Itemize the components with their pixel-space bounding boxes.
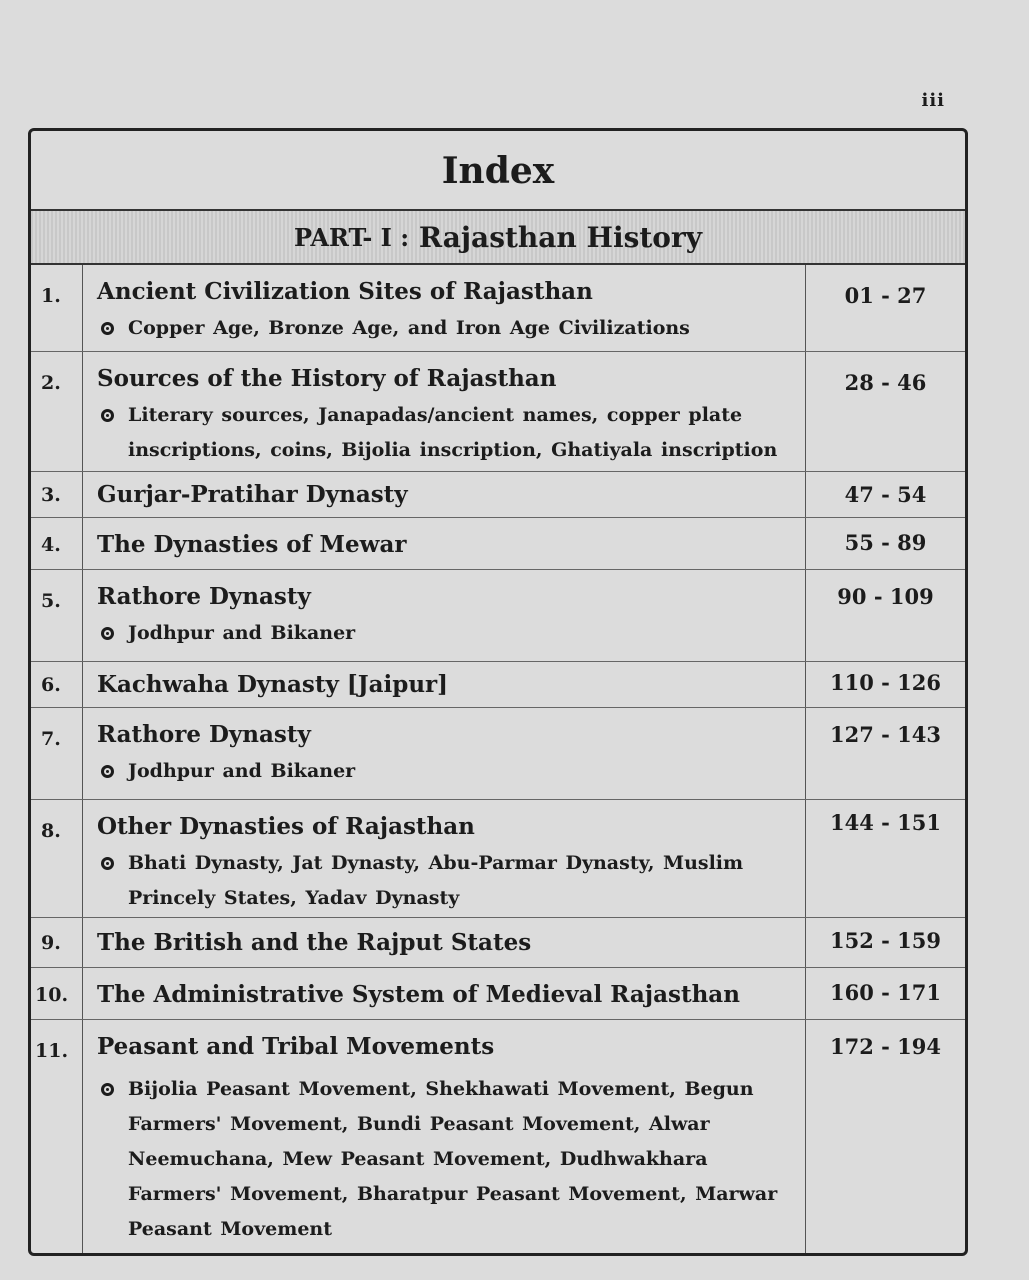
- row-topic: The Administrative System of Medieval Rajasthan: [97, 981, 740, 1008]
- row-number: 8.: [31, 800, 83, 917]
- row-subtopics: [97, 846, 795, 916]
- row-pages: 160 - 171: [805, 968, 965, 1019]
- row-topic: Kachwaha Dynasty [Jaipur]: [97, 671, 449, 698]
- row-subtopics: [97, 311, 795, 346]
- row-subtopics: [97, 1072, 795, 1247]
- table-row: [31, 968, 965, 1020]
- row-subtopics: [97, 754, 795, 789]
- row-topic: Sources of the History of Rajasthan: [97, 365, 557, 392]
- row-subtopic-text: Bijolia Peasant Movement, Shekhawati Movement, Begun Farmers' Movement, Bundi Peasant Movement, Alwar Neemuchana, Mew Peasant Movement, Dudhwakhara Farmers' Movement, Bharatpur Peasant Movement, Marwar Peasant Movement: [128, 1078, 778, 1240]
- row-topic: Ancient Civilization Sites of Rajasthan: [97, 278, 593, 305]
- row-topic: Rathore Dynasty: [97, 583, 311, 610]
- table-row: [31, 352, 965, 472]
- row-content: [83, 570, 805, 661]
- row-content: [83, 1020, 805, 1256]
- row-number: 9.: [31, 918, 83, 967]
- row-number: 2.: [31, 352, 83, 471]
- table-row: [31, 1020, 965, 1256]
- row-content: [83, 800, 805, 917]
- row-number: 6.: [31, 662, 83, 707]
- table-row: [31, 800, 965, 918]
- index-table: [28, 128, 968, 1256]
- row-number: 11.: [31, 1020, 83, 1256]
- row-topic: Other Dynasties of Rajasthan: [97, 813, 475, 840]
- row-pages: 144 - 151: [805, 800, 965, 917]
- row-number: 5.: [31, 570, 83, 661]
- row-content: [83, 918, 805, 967]
- row-topic: The British and the Rajput States: [97, 929, 532, 956]
- row-content: [83, 352, 805, 471]
- row-topic: Peasant and Tribal Movements: [97, 1033, 495, 1060]
- row-number: 7.: [31, 708, 83, 799]
- row-subtopic-text: Jodhpur and Bikaner: [128, 622, 356, 644]
- row-subtopic-text: Bhati Dynasty, Jat Dynasty, Abu-Parmar Dynasty, Muslim Princely States, Yadav Dynasty: [128, 852, 744, 909]
- page-number: iii: [921, 90, 945, 111]
- part-label: PART- I :: [294, 222, 410, 252]
- index-title: Index: [31, 131, 965, 211]
- row-pages: 172 - 194: [805, 1020, 965, 1256]
- row-topic: Rathore Dynasty: [97, 721, 311, 748]
- row-pages: 90 - 109: [805, 570, 965, 661]
- row-subtopic-text: Copper Age, Bronze Age, and Iron Age Civilizations: [128, 317, 690, 339]
- table-row: [31, 570, 965, 662]
- table-row: [31, 918, 965, 968]
- row-number: 3.: [31, 472, 83, 517]
- table-row: [31, 472, 965, 518]
- row-subtopics: [97, 616, 795, 651]
- row-number: 1.: [31, 265, 83, 351]
- bullet-icon: [101, 322, 114, 335]
- table-row: [31, 662, 965, 708]
- bullet-icon: [101, 627, 114, 640]
- row-content: [83, 472, 805, 517]
- row-pages: 55 - 89: [805, 518, 965, 569]
- row-number: 4.: [31, 518, 83, 569]
- row-subtopic-text: Jodhpur and Bikaner: [128, 760, 356, 782]
- part-heading: [31, 211, 965, 265]
- table-row: [31, 265, 965, 352]
- table-row: [31, 518, 965, 570]
- row-subtopic-text: Literary sources, Janapadas/ancient names, copper plate inscriptions, coins, Bijolia inscription, Ghatiyala inscription: [128, 404, 778, 461]
- row-topic: The Dynasties of Mewar: [97, 531, 407, 558]
- row-pages: 110 - 126: [805, 662, 965, 707]
- row-content: [83, 265, 805, 351]
- row-number: 10.: [31, 968, 83, 1019]
- row-pages: 127 - 143: [805, 708, 965, 799]
- row-pages: 01 - 27: [805, 265, 965, 351]
- bullet-icon: [101, 409, 114, 422]
- part-title: Rajasthan History: [418, 220, 702, 254]
- bullet-icon: [101, 857, 114, 870]
- row-pages: 47 - 54: [805, 472, 965, 517]
- row-content: [83, 968, 805, 1019]
- row-subtopics: [97, 398, 795, 468]
- row-pages: 28 - 46: [805, 352, 965, 471]
- bullet-icon: [101, 1083, 114, 1096]
- index-rows: [31, 265, 965, 1256]
- row-content: [83, 662, 805, 707]
- bullet-icon: [101, 765, 114, 778]
- row-content: [83, 518, 805, 569]
- row-content: [83, 708, 805, 799]
- row-pages: 152 - 159: [805, 918, 965, 967]
- table-row: [31, 708, 965, 800]
- row-topic: Gurjar-Pratihar Dynasty: [97, 481, 408, 508]
